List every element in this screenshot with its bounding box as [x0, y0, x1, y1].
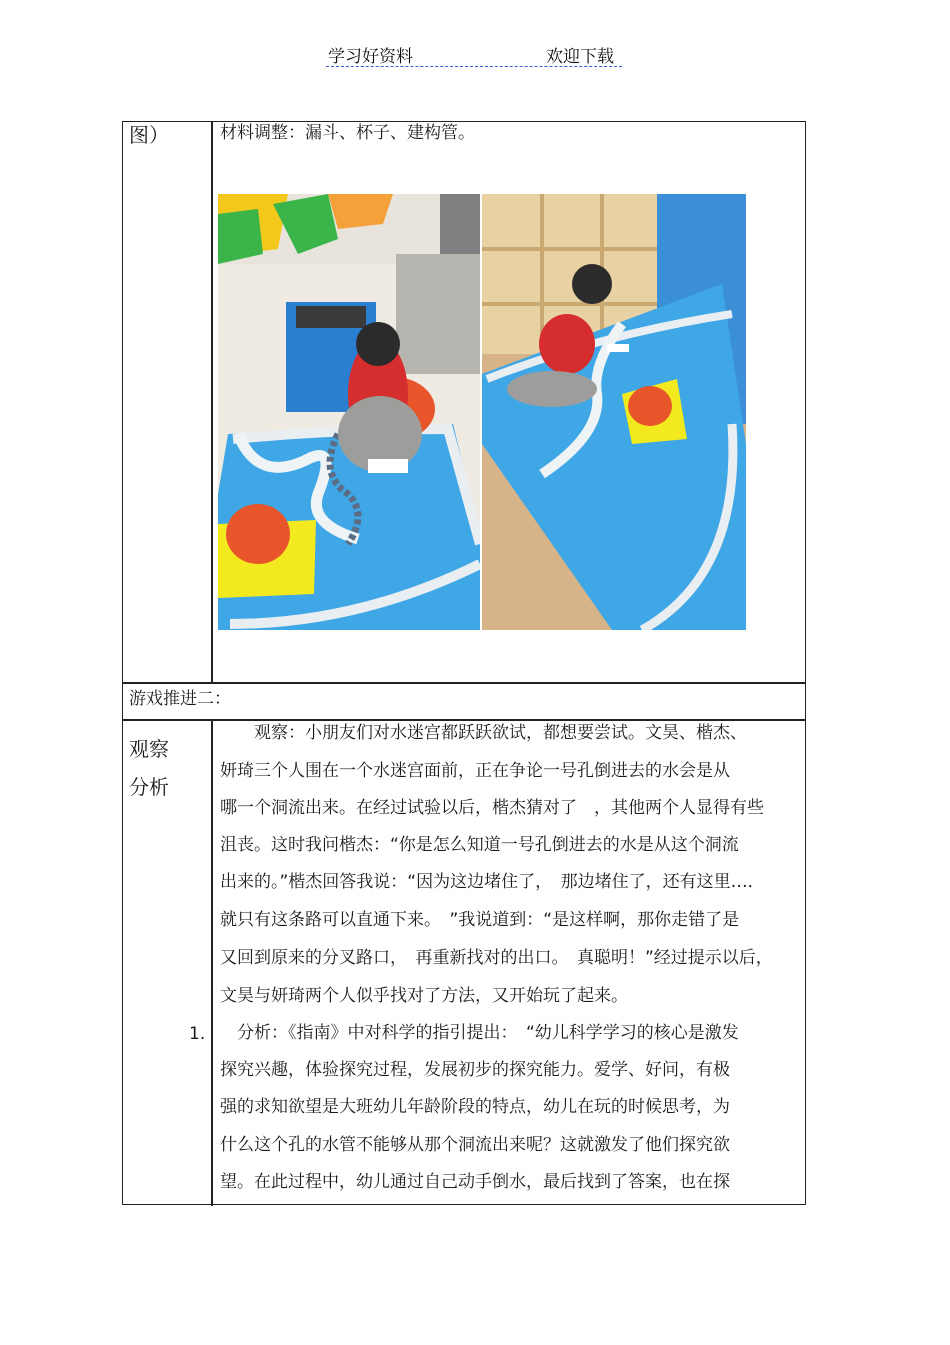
text-line: 又回到原来的分叉路口， 再重新找对的出口。 真聪明！”经过提示以后，: [220, 948, 773, 968]
text-line: 分析：《指南》中对科学的指引提出： “幼儿科学学习的核心是激发: [220, 1023, 739, 1043]
text-line: 探究兴趣，体验探究过程，发展初步的探究能力。爱学、好问，有极: [220, 1060, 730, 1080]
row3-label-line1: 观察: [129, 737, 169, 761]
text-line: 哪一个洞流出来。在经过试验以后，楷杰猜对了 ，其他两个人显得有些: [220, 798, 764, 818]
column-divider: [211, 122, 213, 682]
row-divider: [123, 682, 805, 684]
row1-label: 图）: [129, 123, 169, 147]
photo-child-kneeling: [482, 194, 746, 630]
row-divider: [123, 719, 805, 721]
materials-text: 材料调整：漏斗、杯子、建构管。: [220, 123, 475, 143]
text-line: 望。在此过程中，幼儿通过自己动手倒水，最后找到了答案，也在探: [220, 1172, 730, 1192]
column-divider: [211, 719, 213, 1206]
text-line: 出来的。”楷杰回答我说：“因为这边堵住了， 那边堵住了，还有这里…．: [220, 872, 765, 892]
text-line: 文昊与妍琦两个人似乎找对了方法，又开始玩了起来。: [220, 986, 628, 1006]
row3-number: 1.: [189, 1024, 206, 1044]
text-line: 就只有这条路可以直通下来。 ”我说道到：“是这样啊，那你走错了是: [220, 910, 740, 930]
row3-label-line2: 分析: [129, 775, 169, 799]
header-right-text: 欢迎下载: [546, 47, 614, 67]
text-line: 观察：小朋友们对水迷宫都跃跃欲试，都想要尝试。文昊、楷杰、: [220, 723, 747, 743]
text-line: 什么这个孔的水管不能够从那个洞流出来呢？这就激发了他们探究欲: [220, 1135, 730, 1155]
page-header: [326, 38, 622, 67]
text-line: 沮丧。这时我问楷杰：“你是怎么知道一号孔倒进去的水是从这个洞流: [220, 835, 739, 855]
header-left-text: 学习好资料: [328, 47, 413, 67]
row2-label: 游戏推进二：: [129, 689, 231, 709]
observation-table: [122, 121, 806, 1205]
text-line: 强的求知欲望是大班幼儿年龄阶段的特点，幼儿在玩的时候思考，为: [220, 1097, 730, 1117]
photo-child-crouching: [218, 194, 480, 630]
text-line: 妍琦三个人围在一个水迷宫面前，正在争论一号孔倒进去的水会是从: [220, 761, 730, 781]
